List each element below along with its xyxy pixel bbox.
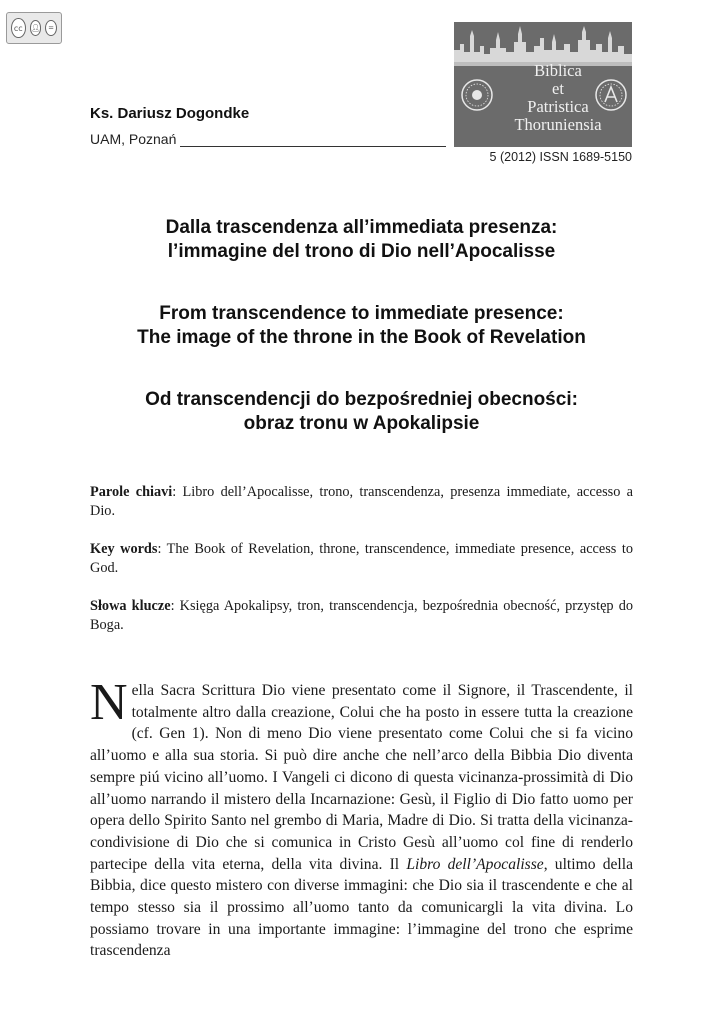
body-text-2: , ultimo della Bibbia, dice questo mistero con diverse immagini: che Dio sia il trascendente e che al tempo stesso sia il prossimo all’uomo tanto da comunicargli la vita divina. Lo possiamo trovare in una importante immagine: l’immagine del trono che esprime trascendenza: [90, 855, 633, 960]
keywords-label: Parole chiavi: [90, 484, 173, 500]
keywords-text: : The Book of Revelation, throne, transcendence, immediate presence, access to God.: [90, 541, 633, 576]
keywords-label: Key words: [90, 541, 158, 557]
keywords-label: Słowa klucze: [90, 598, 171, 614]
author-name: Ks. Dariusz Dogondke: [90, 105, 250, 122]
license-badge: [6, 12, 62, 44]
title-italian: Dalla trascendenza all’immediata presenza: l’immagine del trono di Dio nell’Apocalisse: [165, 217, 558, 262]
issue-info: 5 (2012) ISSN 1689-5150: [489, 150, 632, 164]
keywords-text: : Księga Apokalipsy, tron, transcendencja, bezpośrednia obecność, przystęp do Boga.: [90, 598, 633, 633]
title-english: From transcendence to immediate presence: The image of the throne in the Book of Revelation: [137, 303, 586, 348]
affiliation-rule: [180, 132, 446, 147]
journal-title: Biblica et Patristica Thoruniensia: [514, 61, 602, 134]
keywords-polish: [90, 597, 633, 635]
nd-icon: =: [45, 20, 57, 36]
body-text-1: ella Sacra Scrittura Dio viene presentato come il Signore, il Trascendente, il totalmente altro dalla creazione, Colui che ha posto in essere tutta la creazione (cf. Gen 1). Non di meno Dio viene presentato come Colui che si fa vicino all’uomo e alla sua storia. Si può dire anche che nell’arco della Bibbia Dio diventa sempre piú vicino all’uomo. I Vangeli ci dicono di questa vicinanza-prossimità di Dio all’uomo narrando il mistero della Incarnazione: Gesù, il Figlio di Dio fatto uomo per opera dello Spirito Santo nel grembo di Maria, Madre di Dio. Si tratta della vicinanza-condivisione di Dio che si comunica in Cristo Gesù all’uomo col fine di renderlo partecipe della vita eterna, della vita divina. Il: [90, 682, 633, 873]
drop-cap: N: [90, 674, 128, 731]
title-polish: Od transcendencji do bezpośredniej obecności: obraz tronu w Apokalipsie: [145, 389, 578, 434]
book-title: Libro dell’Apocalisse: [406, 855, 544, 873]
keywords-italian: [90, 483, 633, 521]
article-titles: [90, 216, 633, 474]
keywords-text: : Libro dell’Apocalisse, trono, transcendenza, presenza immediate, accesso a Dio.: [90, 484, 633, 519]
by-icon: 👤︎: [30, 20, 42, 36]
author-affiliation: [90, 131, 446, 147]
keywords-english: [90, 540, 633, 578]
affiliation-text: UAM, Poznań: [90, 131, 177, 147]
cc-icon: cc: [11, 18, 26, 38]
journal-logo: [454, 22, 632, 147]
body-paragraph: [90, 674, 633, 962]
